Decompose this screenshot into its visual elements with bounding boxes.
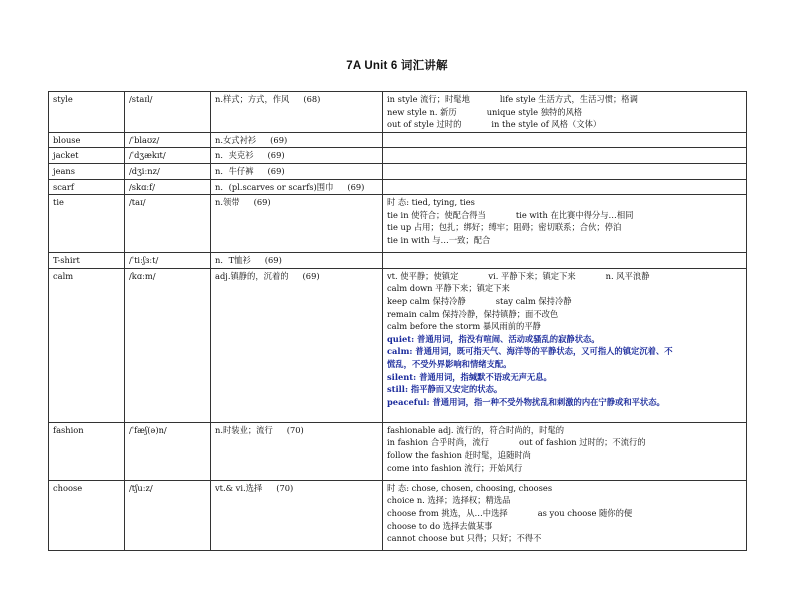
meaning-cell	[211, 92, 383, 133]
page-reference: (70)	[276, 482, 294, 493]
notes-cell	[383, 480, 747, 550]
note-phrase: come into fashion 流行；开始风行	[387, 462, 523, 473]
notes-cell	[383, 163, 747, 179]
vocab-row	[49, 268, 747, 422]
meaning-text: n.样式；方式，作风	[215, 94, 290, 104]
vocab-row	[49, 179, 747, 195]
vocab-row	[49, 253, 747, 269]
note-line	[387, 93, 742, 106]
meaning-cell	[211, 268, 383, 422]
note-phrase: out of style 过时的	[387, 119, 462, 130]
word-cell: jeans	[49, 163, 125, 179]
meaning-text: vt.& vi.选择	[215, 482, 263, 493]
usage-note: peaceful: 普通用词，指一种不受外物扰乱和刺激的内在宁静或和平状态。	[387, 396, 665, 407]
note-phrase: remain calm 保持冷静，保持镇静；面不改色	[387, 308, 559, 319]
note-phrase: in fashion 合乎时尚，流行	[387, 437, 489, 448]
note-line	[387, 308, 742, 321]
note-phrase: choose from 挑选，从…中选择	[387, 507, 508, 518]
vocab-row	[49, 163, 747, 179]
vocabulary-table-body	[49, 92, 747, 551]
phonetic-cell: /ˈdʒækɪt/	[125, 148, 211, 164]
note-phrase: tie with 在比赛中得分与…相同	[515, 209, 634, 220]
phonetic-cell: /ˈfæʃ(ə)n/	[125, 422, 211, 480]
meaning-text: adj.镇静的，沉着的	[215, 270, 289, 281]
note-phrase: tie in with 与…一致；配合	[387, 234, 491, 245]
phonetic-cell: /ˈblaʊz/	[125, 132, 211, 148]
word-cell: blouse	[49, 132, 125, 148]
notes-cell	[383, 132, 747, 148]
usage-note: quiet: 普通用词，指没有喧闹、活动或骚乱的寂静状态。	[387, 333, 600, 344]
note-line	[387, 494, 742, 507]
note-line	[387, 118, 742, 131]
word-cell: style	[49, 92, 125, 133]
note-phrase: choice n. 选择；选择权；精选品	[387, 495, 511, 506]
note-phrase: vt. 使平静；使镇定	[387, 270, 459, 281]
note-phrase: vi. 平静下来；镇定下来	[488, 270, 576, 281]
notes-cell	[383, 195, 747, 253]
note-line	[387, 436, 742, 449]
note-line	[387, 234, 742, 247]
vocab-row	[49, 480, 747, 550]
note-phrase: unique style 独特的风格	[486, 106, 583, 117]
note-phrase: life style 生活方式，生活习惯；格调	[499, 94, 638, 104]
note-phrase: calm down 平静下来；镇定下来	[387, 283, 510, 294]
note-line	[387, 462, 742, 475]
phonetic-cell: /taɪ/	[125, 195, 211, 253]
meaning-cell	[211, 253, 383, 269]
meaning-cell	[211, 480, 383, 550]
phonetic-cell: /tʃuːz/	[125, 480, 211, 550]
usage-note: silent: 普通用词，指缄默不语或无声无息。	[387, 371, 552, 382]
vocab-row	[49, 195, 747, 253]
phonetic-cell: /dʒiːnz/	[125, 163, 211, 179]
meaning-text: n．(pl.scarves or scarfs)围巾	[215, 181, 334, 192]
meaning-text: n．T恤衫	[215, 255, 251, 266]
note-line	[387, 320, 742, 333]
phonetic-cell: /skɑːf/	[125, 179, 211, 195]
phonetic-cell: /ˈtiːʃɜːt/	[125, 253, 211, 269]
meaning-cell	[211, 132, 383, 148]
note-phrase: choose to do 选择去做某事	[387, 520, 493, 531]
meaning-cell	[211, 163, 383, 179]
note-phrase: 时 态: tied, tying, ties	[387, 197, 475, 208]
notes-cell	[383, 148, 747, 164]
notes-cell	[383, 179, 747, 195]
meaning-cell	[211, 195, 383, 253]
note-phrase: in style 流行；时髦地	[387, 94, 470, 104]
meaning-cell	[211, 422, 383, 480]
note-phrase: n. 风平浪静	[605, 270, 650, 281]
note-phrase: keep calm 保持冷静	[387, 295, 466, 306]
note-line	[387, 507, 742, 520]
page-reference: (69)	[267, 150, 285, 161]
notes-cell	[383, 268, 747, 422]
meaning-cell	[211, 179, 383, 195]
note-phrase: in the style of 风格（文体）	[491, 119, 602, 130]
note-line	[387, 270, 742, 283]
vocab-row	[49, 132, 747, 148]
meaning-text: n.领带	[215, 197, 240, 208]
word-cell: tie	[49, 195, 125, 253]
word-cell: calm	[49, 268, 125, 422]
note-line	[387, 520, 742, 533]
page-reference: (69)	[253, 197, 271, 208]
usage-note: still: 指平静而又安定的状态。	[387, 384, 503, 395]
meaning-text: n.女式衬衫	[215, 134, 257, 145]
meaning-text: n.时装业；流行	[215, 424, 273, 435]
usage-note: calm: 普通用词，既可指天气、海洋等的平静状态，又可指人的镇定沉着、不	[387, 346, 673, 357]
page-reference: (69)	[264, 255, 282, 266]
note-phrase: fashionable adj. 流行的，符合时尚的，时髦的	[387, 424, 565, 435]
usage-note: 慌乱，不受外界影响和情绪支配。	[387, 358, 512, 369]
page-reference: (69)	[347, 181, 365, 192]
page-reference: (69)	[267, 165, 285, 176]
note-line	[387, 209, 742, 222]
meaning-text: n．牛仔裤	[215, 165, 254, 176]
note-line	[387, 282, 742, 295]
vocab-row	[49, 422, 747, 480]
word-cell: jacket	[49, 148, 125, 164]
word-cell: choose	[49, 480, 125, 550]
notes-cell	[383, 253, 747, 269]
meaning-text: n．夹克衫	[215, 150, 254, 161]
phonetic-cell: /staɪl/	[125, 92, 211, 133]
note-phrase: tie in 使符合；使配合得当	[387, 209, 486, 220]
word-cell: scarf	[49, 179, 125, 195]
note-phrase: calm before the storm 暴风雨前的平静	[387, 321, 541, 332]
note-phrase: out of fashion 过时的；不流行的	[518, 437, 646, 448]
page-reference: (68)	[303, 94, 321, 104]
note-line	[387, 482, 742, 495]
word-cell: fashion	[49, 422, 125, 480]
note-line	[387, 532, 742, 545]
vocab-row	[49, 148, 747, 164]
note-line	[387, 424, 742, 437]
page-reference: (69)	[270, 134, 288, 145]
phonetic-cell: /kɑːm/	[125, 268, 211, 422]
note-phrase: as you choose 随你的便	[537, 507, 633, 518]
note-phrase: stay calm 保持冷静	[495, 295, 572, 306]
vocab-row	[49, 92, 747, 133]
note-phrase: cannot choose but 只得；只好；不得不	[387, 533, 542, 544]
note-line	[387, 295, 742, 308]
note-line	[387, 449, 742, 462]
note-phrase: 时 态: chose, chosen, choosing, chooses	[387, 482, 553, 493]
page-reference: (69)	[302, 270, 320, 281]
notes-cell	[383, 422, 747, 480]
note-line	[387, 196, 742, 209]
word-cell: T-shirt	[49, 253, 125, 269]
meaning-cell	[211, 148, 383, 164]
notes-cell	[383, 92, 747, 133]
note-phrase: new style n. 新历	[387, 106, 457, 117]
note-line	[387, 106, 742, 119]
note-phrase: follow the fashion 赶时髦，追随时尚	[387, 449, 531, 460]
note-line	[387, 221, 742, 234]
page-title: 7A Unit 6 词汇讲解	[346, 60, 448, 72]
vocabulary-table	[48, 91, 747, 551]
page-reference: (70)	[286, 424, 304, 435]
note-phrase: tie up 占用；包扎；绑好；缚牢；阻碍；密切联系；合伙；停泊	[387, 222, 622, 233]
